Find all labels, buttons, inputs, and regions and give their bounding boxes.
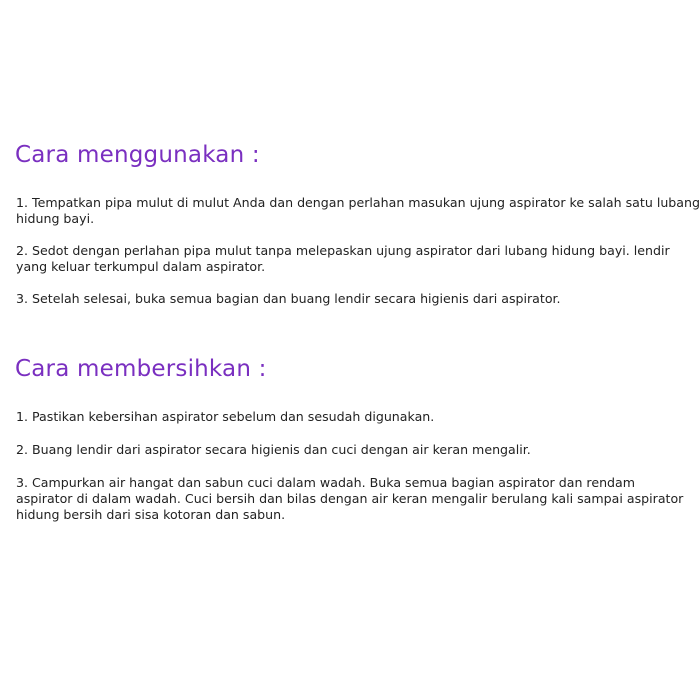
usage-step-3: 3. Setelah selesai, buka semua bagian dan buang lendir secara higienis dari aspirator. [16, 291, 561, 306]
cleaning-step-1: 1. Pastikan kebersihan aspirator sebelum dan sesudah digunakan. [16, 409, 435, 424]
cleaning-step-3: 3. Campurkan air hangat dan sabun cuci dalam wadah. Buka semua bagian aspirator dan rendam aspirator di dalam wadah. Cuci bersih dan bilas dengan air keran mengalir berulang kali sampai aspirator hidung bersih dari sisa kotoran dan sabun. [16, 475, 684, 522]
usage-step-2: 2. Sedot dengan perlahan pipa mulut tanpa melepaskan ujung aspirator dari lubang hidung bayi. lendir yang keluar terkumpul dalam aspirator. [16, 243, 670, 274]
usage-step-1: 1. Tempatkan pipa mulut di mulut Anda dan dengan perlahan masukan ujung aspirator ke salah satu lubang hidung bayi. [16, 195, 700, 226]
cleaning-step-2: 2. Buang lendir dari aspirator secara higienis dan cuci dengan air keran mengalir. [16, 442, 531, 457]
usage-title: Cara menggunakan : [15, 142, 260, 168]
cleaning-title: Cara membersihkan : [15, 356, 267, 382]
